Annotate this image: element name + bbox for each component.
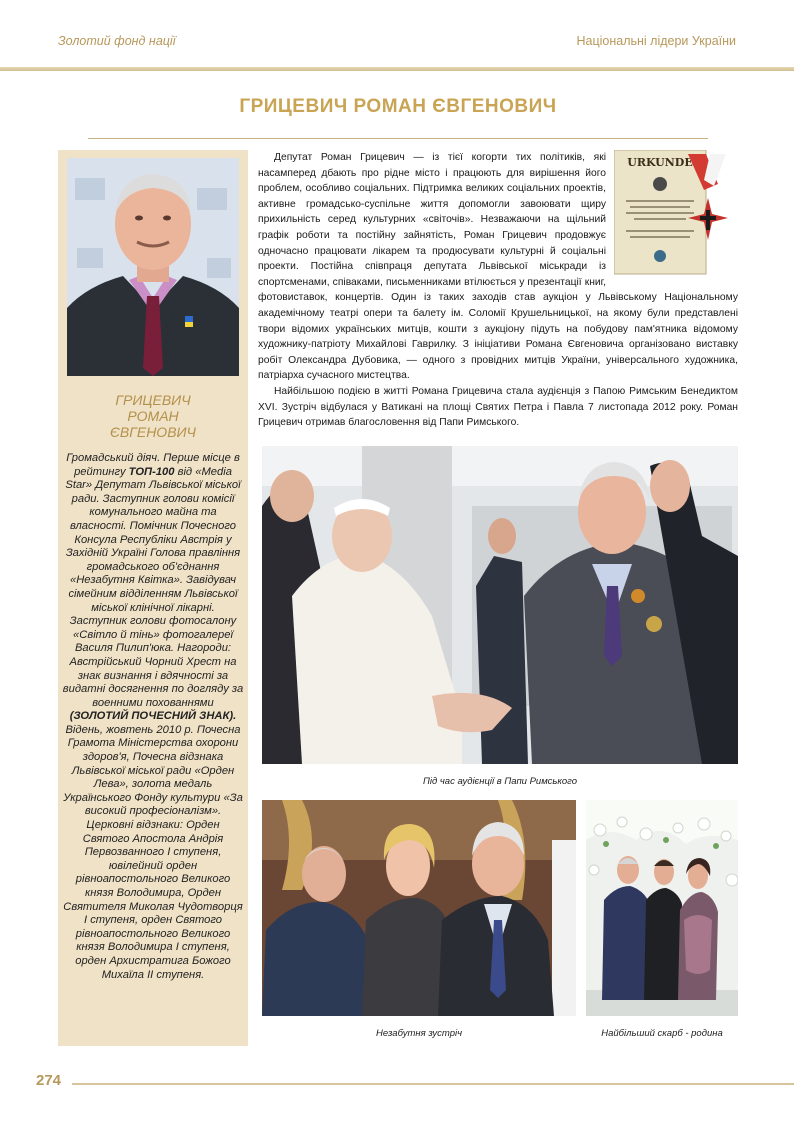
caption-family: Найбільший скарб - родина [601, 1028, 723, 1039]
photo-pope-audience [262, 446, 738, 764]
title-rule [88, 138, 708, 139]
photo-memorable-meeting [262, 800, 576, 1016]
photo-pope-illustration [262, 446, 738, 764]
sidebar-name-patronymic: ЄВГЕНОВИЧ [110, 424, 196, 440]
sidebar-biography [62, 452, 244, 982]
sidebar-name-first: РОМАН [127, 408, 179, 424]
article-body [258, 150, 738, 431]
running-header-right: Національні лідери України [576, 34, 736, 48]
urkunde-label: URKUNDE [627, 156, 693, 169]
page-title: ГРИЦЕВИЧ РОМАН ЄВГЕНОВИЧ [239, 96, 557, 117]
bio-main: від «Media Star» Депутат Львівської міської ради. Заступник голови комісії комунального майна та власності. Помічник Почесного Консула Республіки Австрія у Західній Україні Голова правління громадського об'єднання «Незабутня Квітка». Завідувач сімейним відділенням Львівської міської клінічної лікарні. Заступник голови фотосалону «Світло й тінь» фотогалереї Василя Пилип'юка. [65, 465, 241, 655]
bio-intro: Громадський діяч. Перше місце в рейтингу [66, 452, 240, 478]
photo-family [586, 800, 738, 1016]
footer-rule [72, 1083, 794, 1085]
article-paragraph-2: Найбільшою подією в житті Романа Грицевича стала аудієнція з Папою Римським Бенедиктом XVI. Зустріч відбулася у Ватикані на площі Святих Петра і Павла 7 листопада 2012 року. Роман Грицевич отримав благословення від Папи Римського. [258, 385, 738, 429]
caption-memorable-meeting: Незабутня зустріч [375, 1028, 463, 1039]
bio-top-rating: ТОП-100 [128, 465, 175, 478]
photo-meeting-illustration [262, 800, 576, 1016]
running-header-left: Золотий фонд нації [58, 34, 176, 48]
sidebar-name [58, 392, 248, 440]
certificate-illustration [614, 150, 738, 278]
header-rule [0, 67, 794, 71]
portrait-photo [67, 158, 239, 376]
article-paragraph-1: Депутат Роман Грицевич — із тієї когорти тих політиків, які насамперед дбають про рідне місто і працюють для вирішення його проблем, особливо соціальних. Підтримка великих соціальних проектів, активне громадсько-суспільне життя допомогли завоювати щиру прихильність серед культурних «світочів». Незважаючи на щільний графік роботи та постійну зайнятість, Роман Грицевич продовжує одночасно працювати лікарем та продюсувати культурні й соціальні проекти. Постійна співпраця депутата Львівської міськради із спортсменами, співаками, письменниками втілюється у презентації книг, фотовиставок, концертів. Один із таких заходів став аукціон у Львівському Національному академічному театрі опери та балету ім. Соломії Крушельницької, на якому були представлені твори відомих українських митців, кошти з аукціону підуть на побудову пам'ятника відомому художнику-патріоту Михайлові Гаврилку. З ініціативи Романа Євгеновича організовано виставку робіт Олександра Дубовика, — одного з провідних митців України, універсального художника, патріарха сучасного мистецтва. [258, 152, 738, 382]
urkunde-certificate-image [614, 150, 738, 278]
bio-award-cross: Австрійський Чорний Хрест на знак визнання і вдячності за видатні досягнення по догляду за военними похованнями [62, 655, 244, 709]
portrait-illustration [67, 158, 239, 376]
photo-family-illustration [586, 800, 738, 1016]
bio-rest: Відень, жовтень 2010 р. Почесна Грамота Міністерства охорони здоров'я, Почесна відзнака Львівської міської ради «Орден Лева», золота медаль Українського Фонду культури «За високий професіоналізм». Церковні відзнаки: Орден Святого Апостола Андрія Первозванного I ступеня, ювілейний орден рівноапостольного Великого князя Володимира, Орден Святителя Миколая Чудотворця I ступеня, орден Святого рівноапостольного Великого князя Володимира I ступеня, орден Архистратига Божого Михаїла II ступеня. [63, 723, 243, 981]
bio-awards-label: Нагороди: [177, 642, 232, 655]
page-number: 274 [36, 1072, 62, 1089]
bio-award-badge: (ЗОЛОТИЙ ПОЧЕСНИЙ ЗНАК). [69, 710, 237, 723]
caption-pope-audience: Під час аудієнції в Папи Римського [423, 776, 577, 787]
sidebar-name-surname: ГРИЦЕВИЧ [115, 392, 191, 408]
